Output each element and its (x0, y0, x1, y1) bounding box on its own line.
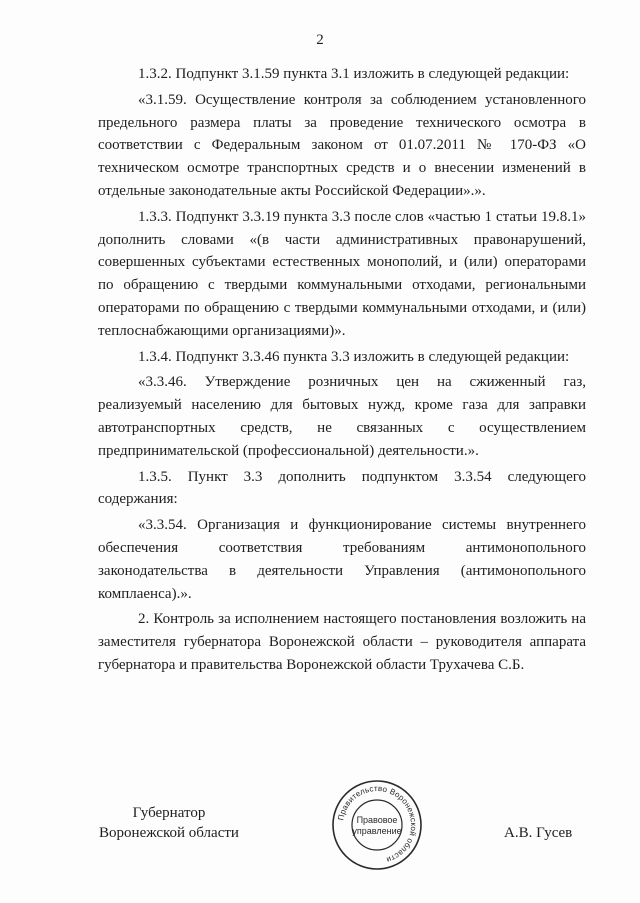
official-seal-stamp (331, 779, 423, 871)
seal-inner-ring (352, 800, 402, 850)
seal-center-line1: Правовое (356, 815, 398, 825)
paragraph-1-3-5: 1.3.5. Пункт 3.3 дополнить подпунктом 3.3.54 следующего содержания: (98, 468, 586, 508)
paragraph-1-3-4: 1.3.4. Подпункт 3.3.46 пункта 3.3 изложить в следующей редакции: (138, 348, 570, 365)
paragraph-3-3-54-text: «3.3.54. Организация и функционирование системы внутреннего обеспечения соответствия требованиям антимонопольного законодательства в деятельности Управления (антимонопольного комплаенса).». (98, 517, 586, 602)
page-number: 2 (316, 32, 324, 48)
paragraph-1-3-3: 1.3.3. Подпункт 3.3.19 пункта 3.3 после слов «частью 1 статьи 19.8.1» дополнить словами «(в части административных правонарушений, совершенных субъектами естественных монополий, и (или) операторами по обращению с твердыми коммунальными отходами, региональными операторами по обращению с твердыми коммунальными отходами, и (или) теплоснабжающими организациями)». (98, 208, 586, 339)
paragraph-3-1-59-text: «3.1.59. Осуществление контроля за соблюдением установленного предельного размера платы за проведение технического осмотра в соответствии с Федеральным законом от 01.07.2011 № 170-ФЗ «О техническом осмотре транспортных средств и о внесении изменений в отдельные законодательные акты Российской Федерации».». (98, 91, 586, 199)
signatory-name: А.В. Гусев (504, 825, 573, 841)
signatory-title-line1: Губернатор (132, 805, 206, 821)
paragraph-1-3-2: 1.3.2. Подпункт 3.1.59 пункта 3.1 изложить в следующей редакции: (138, 66, 570, 82)
seal-ring-text: Правительство Воронежской области (336, 783, 419, 865)
paragraph-2-control: 2. Контроль за исполнением настоящего постановления возложить на заместителя губернатора Воронежской области – руководителя аппарата губернатора и правительства Воронежской области Трухачева С.Б. (98, 611, 586, 673)
seal-center-line2: управление (352, 826, 402, 836)
signatory-title-line2: Воронежской области (99, 825, 239, 841)
signatory-title (94, 803, 244, 843)
seal-outer-ring (333, 781, 421, 869)
document-body (98, 63, 586, 680)
paragraph-3-3-46-text: «3.3.46. Утверждение розничных цен на сжиженный газ, реализуемый населению для бытовых нужд, кроме газа для заправки автотранспортных средств, не связанных с осуществлением предпринимательской (профессиональной) деятельности.». (98, 374, 586, 459)
